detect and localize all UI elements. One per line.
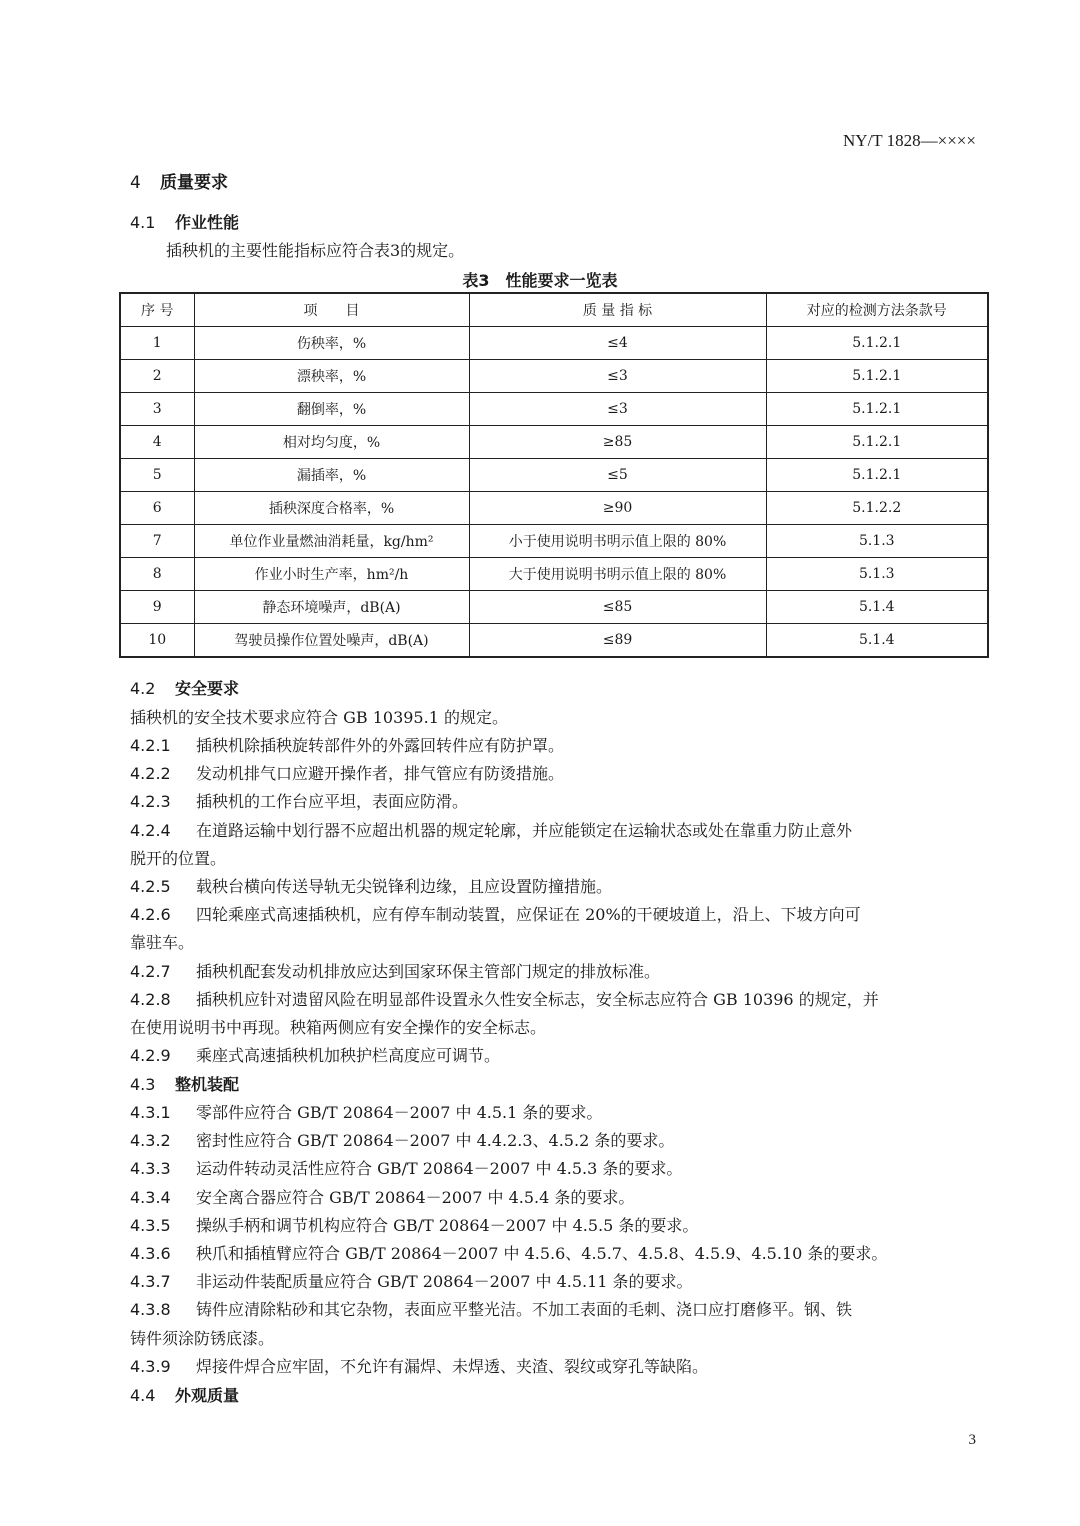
item-cell: 驾驶员操作位置处噪声，dB(A) [194,624,469,658]
clause-text: 插秧机配套发动机排放应达到国家环保主管部门规定的排放标准。 [196,961,661,981]
header-cell: 质 量 指 标 [469,293,766,327]
clause-text: 秧爪和插植臂应符合 GB/T 20864－2007 中 4.5.6、4.5.7、4.5.8、4.5.9、4.5.10 条的要求。 [196,1244,888,1263]
table-row [120,591,988,624]
clause-continuation: 靠驻车。 [130,933,195,953]
clause-number: 4.2.3 [130,792,171,812]
item-cell: 翻倒率，% [194,393,469,426]
requirement-cell: ≤3 [469,360,766,393]
clause-4-2-4 [130,818,852,841]
clause-4-3-9 [130,1354,708,1377]
clause-4-2-5 [130,874,612,897]
row-number-cell: 1 [120,327,194,360]
table-row [120,426,988,459]
section-title: 安全要求 [175,679,240,698]
clause-4-3-6 [130,1241,887,1264]
requirement-cell: ≤5 [469,459,766,492]
section-4-4-heading [130,1383,239,1406]
section-number: 4.4 [130,1386,156,1405]
section-number: 4.2 [130,679,156,698]
clause-text: 操纵手柄和调节机构应符合 GB/T 20864－2007 中 4.5.5 条的要求。 [196,1215,699,1235]
requirement-cell: ≥85 [469,426,766,459]
clause-text: 乘座式高速插秧机加秧护栏高度应可调节。 [196,1046,501,1066]
header-cell: 项 目 [194,293,469,327]
test-method-cell: 5.1.2.2 [766,492,988,525]
table-row [120,525,988,558]
clause-4-3-7 [130,1269,693,1292]
clause-number: 4.2.9 [130,1046,171,1066]
clause-number: 4.2.1 [130,736,171,755]
clause-continuation: 脱开的位置。 [130,848,227,868]
clause-4-2-1 [130,733,564,756]
item-cell: 静态环境噪声，dB(A) [194,591,469,624]
clause-number: 4.3.7 [130,1272,171,1292]
clause-text: 非运动件装配质量应符合 GB/T 20864－2007 中 4.5.11 条的要求。 [196,1272,693,1292]
clause-text: 插秧机除插秧旋转部件外的外露回转件应有防护罩。 [196,736,565,755]
table-row [120,327,988,360]
clause-4-2-8 [130,987,879,1010]
clause-4-2-2 [130,761,564,784]
clause-4-3-8 [130,1297,852,1320]
requirement-cell: ≤89 [469,624,766,658]
test-method-cell: 5.1.3 [766,525,988,558]
clause-continuation: 在使用说明书中再现。秧箱两侧应有安全操作的安全标志。 [130,1018,547,1037]
requirement-cell: ≤4 [469,327,766,360]
requirement-cell: 大于使用说明书明示值上限的 80% [469,558,766,591]
header-cell: 对应的检测方法条款号 [766,293,988,327]
test-method-cell: 5.1.4 [766,591,988,624]
clause-text: 安全离合器应符合 GB/T 20864－2007 中 4.5.4 条的要求。 [196,1187,635,1207]
table-row [120,624,988,658]
row-number-cell: 2 [120,360,194,393]
clause-text: 运动件转动灵活性应符合 GB/T 20864－2007 中 4.5.3 条的要求。 [196,1159,683,1179]
clause-number: 4.3.3 [130,1159,171,1179]
clause-text: 焊接件焊合应牢固，不允许有漏焊、未焊透、夹渣、裂纹或穿孔等缺陷。 [196,1356,709,1376]
clause-4-3-2 [130,1128,674,1151]
clause-4-2-3 [130,789,468,812]
item-cell: 单位作业量燃油消耗量，kg/hm² [194,525,469,558]
section-4-heading [130,168,228,193]
section-title: 整机装配 [175,1075,240,1094]
section-4-1-intro: 插秧机的主要性能指标应符合表3的规定。 [166,241,465,260]
table-row [120,459,988,492]
clause-text: 在道路运输中划行器不应超出机器的规定轮廓，并应能锁定在运输状态或处在靠重力防止意外 [196,820,853,840]
document-code: NY/T 1828—×××× [843,131,976,150]
clause-4-2-9 [130,1043,500,1066]
clause-4-3-1 [130,1100,602,1123]
row-number-cell: 8 [120,558,194,591]
section-4-2-intro: 插秧机的安全技术要求应符合 GB 10395.1 的规定。 [130,708,508,727]
clause-text: 插秧机的工作台应平坦，表面应防滑。 [196,792,469,812]
clause-number: 4.2.4 [130,820,171,840]
item-cell: 作业小时生产率，hm²/h [194,558,469,591]
test-method-cell: 5.1.2.1 [766,426,988,459]
row-number-cell: 5 [120,459,194,492]
clause-number: 4.3.5 [130,1215,171,1235]
table-row [120,360,988,393]
clause-text: 四轮乘座式高速插秧机，应有停车制动装置，应保证在 20%的干硬坡道上，沿上、下坡方向可 [196,905,861,925]
section-4-2-heading [130,676,239,699]
clause-number: 4.2.2 [130,764,171,784]
table-header-row [120,293,988,327]
requirement-cell: ≥90 [469,492,766,525]
section-title: 质量要求 [160,173,228,193]
row-number-cell: 6 [120,492,194,525]
clause-4-2-7 [130,959,660,982]
test-method-cell: 5.1.2.1 [766,393,988,426]
clause-number: 4.3.2 [130,1131,171,1151]
row-number-cell: 7 [120,525,194,558]
test-method-cell: 5.1.3 [766,558,988,591]
table-row [120,492,988,525]
clause-number: 4.3.6 [130,1244,171,1263]
clause-number: 4.3.1 [130,1103,171,1122]
table-row [120,393,988,426]
clause-4-3-5 [130,1213,698,1236]
item-cell: 漂秧率，% [194,360,469,393]
row-number-cell: 4 [120,426,194,459]
clause-4-3-4 [130,1185,634,1208]
table-row [120,558,988,591]
test-method-cell: 5.1.4 [766,624,988,658]
requirement-cell: 小于使用说明书明示值上限的 80% [469,525,766,558]
clause-text: 插秧机应针对遗留风险在明显部件设置永久性安全标志，安全标志应符合 GB 10396 的规定，并 [196,989,879,1009]
test-method-cell: 5.1.2.1 [766,459,988,492]
clause-text: 零部件应符合 GB/T 20864－2007 中 4.5.1 条的要求。 [196,1103,603,1122]
clause-continuation: 铸件须涂防锈底漆。 [130,1328,275,1348]
requirement-cell: ≤3 [469,393,766,426]
test-method-cell: 5.1.2.1 [766,327,988,360]
clause-number: 4.2.7 [130,961,171,981]
section-number: 4.1 [130,213,156,232]
item-cell: 插秧深度合格率，% [194,492,469,525]
section-number: 4 [130,173,141,193]
clause-text: 密封性应符合 GB/T 20864－2007 中 4.4.2.3、4.5.2 条的要求。 [196,1131,675,1151]
clause-number: 4.3.9 [130,1356,171,1376]
section-title: 作业性能 [175,213,240,232]
item-cell: 相对均匀度，% [194,426,469,459]
item-cell: 漏插率，% [194,459,469,492]
item-cell: 伤秧率，% [194,327,469,360]
page-number: 3 [968,1432,976,1448]
clause-number: 4.3.4 [130,1187,171,1207]
clause-number: 4.3.8 [130,1300,171,1320]
row-number-cell: 3 [120,393,194,426]
clause-text: 发动机排气口应避开操作者，排气管应有防烫措施。 [196,764,565,784]
clause-text: 载秧台横向传送导轨无尖锐锋利边缘，且应设置防撞措施。 [196,877,613,896]
row-number-cell: 10 [120,624,194,658]
row-number-cell: 9 [120,591,194,624]
section-4-1-heading [130,210,239,233]
clause-number: 4.2.5 [130,877,171,896]
section-4-3-heading [130,1072,239,1095]
clause-4-2-6 [130,902,861,925]
section-title: 外观质量 [175,1386,240,1405]
table-caption: 表3 性能要求一览表 [462,271,618,290]
clause-number: 4.2.6 [130,905,171,925]
performance-table [119,292,989,658]
requirement-cell: ≤85 [469,591,766,624]
clause-4-3-3 [130,1156,682,1179]
section-number: 4.3 [130,1075,156,1094]
header-cell: 序 号 [120,293,194,327]
test-method-cell: 5.1.2.1 [766,360,988,393]
clause-text: 铸件应清除粘砂和其它杂物，表面应平整光洁。不加工表面的毛刺、浇口应打磨修平。钢、铁 [196,1300,853,1320]
clause-number: 4.2.8 [130,989,171,1009]
